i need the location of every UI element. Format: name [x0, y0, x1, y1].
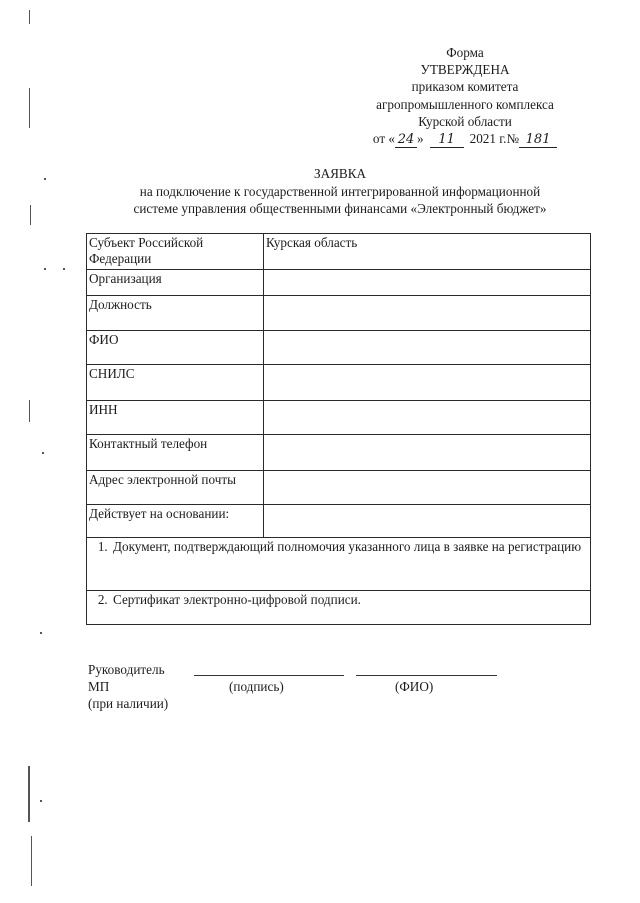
table-row — [87, 538, 591, 591]
request-title-block — [60, 165, 620, 218]
table-row — [87, 331, 591, 365]
row-value — [264, 505, 591, 538]
order-date-line — [350, 130, 580, 148]
scan-mark — [31, 836, 32, 886]
date-month: 11 — [430, 133, 464, 148]
table-row — [87, 435, 591, 471]
row-value — [264, 270, 591, 296]
request-subtitle-line1: на подключение к государственной интегрированной информационной — [139, 183, 541, 199]
name-line — [356, 675, 497, 676]
request-form-table — [86, 233, 591, 625]
date-day: 24 — [395, 133, 417, 148]
head-label: Руководитель — [88, 662, 165, 677]
stamp-note: (при наличии) — [88, 696, 169, 711]
scan-mark — [29, 88, 30, 128]
document-list — [89, 592, 588, 608]
signature-block — [88, 661, 168, 712]
order-number: 181 — [519, 133, 557, 148]
row-label: Действует на основании: — [87, 505, 264, 538]
row-value — [264, 296, 591, 331]
table-row — [87, 234, 591, 270]
row-label: Организация — [87, 270, 264, 296]
row-label: Должность — [87, 296, 264, 331]
scan-mark — [29, 400, 30, 422]
table-row — [87, 270, 591, 296]
document-item: 1. Документ, подтверждающий полномочия указанного лица в заявке на регистрацию — [111, 539, 588, 555]
row-label: СНИЛС — [87, 365, 264, 401]
scan-mark — [30, 205, 31, 225]
region-name: Курской области — [418, 113, 512, 129]
stamp-label: МП — [88, 679, 110, 694]
document-list — [89, 539, 588, 555]
committee-name: агропромышленного комплекса — [376, 96, 554, 112]
scan-mark — [44, 178, 46, 180]
scan-mark — [63, 268, 65, 270]
scan-mark — [44, 268, 46, 270]
row-value — [264, 471, 591, 505]
row-label: Субъект Российской Федерации — [87, 234, 264, 270]
scan-mark — [42, 452, 44, 454]
order-line: приказом комитета — [411, 79, 519, 95]
scan-mark — [29, 10, 30, 24]
date-prefix: от « — [372, 131, 395, 147]
table-row — [87, 591, 591, 625]
request-subtitle-line2: системе управления общественными финансами «Электронный бюджет» — [133, 201, 547, 216]
approved-label: УТВЕРЖДЕНА — [420, 62, 510, 78]
row-label: Контактный телефон — [87, 435, 264, 471]
scan-mark — [28, 766, 30, 822]
date-mid: » — [417, 131, 424, 147]
scan-mark — [40, 632, 42, 634]
approval-block — [350, 44, 580, 148]
row-label: ИНН — [87, 401, 264, 435]
row-value — [264, 435, 591, 471]
signature-line — [194, 675, 344, 676]
request-title: ЗАЯВКА — [313, 166, 367, 181]
row-value — [264, 331, 591, 365]
document-cell — [87, 591, 591, 625]
row-value — [264, 365, 591, 401]
date-year: 2021 г.№ — [469, 131, 520, 147]
signature-caption: (подпись) — [229, 679, 284, 694]
table-row — [87, 505, 591, 538]
form-label: Форма — [446, 45, 484, 60]
scan-mark — [40, 800, 42, 802]
table-row — [87, 296, 591, 331]
document-cell — [87, 538, 591, 591]
row-value — [264, 401, 591, 435]
document-item: 2. Сертификат электронно-цифровой подписи. — [111, 592, 588, 608]
table-row — [87, 471, 591, 505]
table-row — [87, 365, 591, 401]
table-row — [87, 401, 591, 435]
row-value: Курская область — [264, 234, 591, 270]
name-caption: (ФИО) — [395, 679, 434, 694]
row-label: ФИО — [87, 331, 264, 365]
row-label: Адрес электронной почты — [87, 471, 264, 505]
